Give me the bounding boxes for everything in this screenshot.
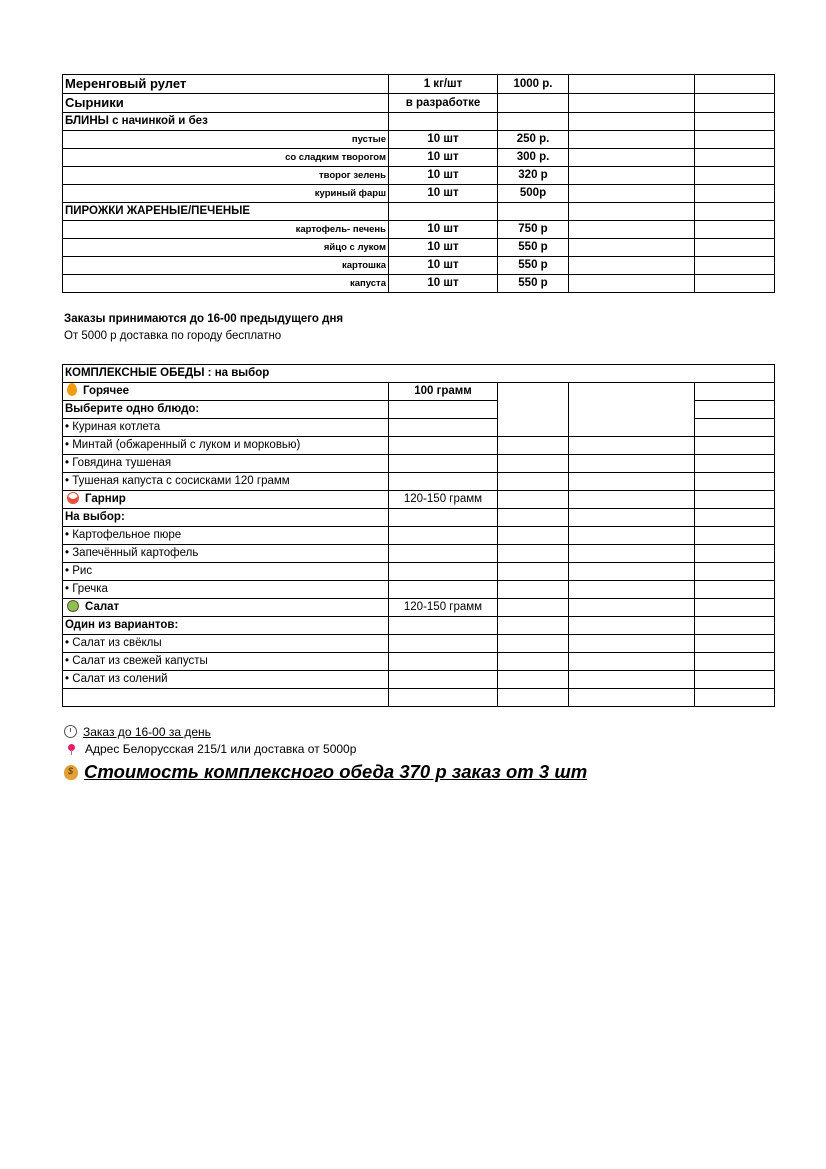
dish-option: • Рис bbox=[63, 563, 389, 581]
table-title: КОМПЛЕКСНЫЕ ОБЕДЫ : на выбор bbox=[63, 365, 775, 383]
category-weight: 120-150 грамм bbox=[389, 599, 498, 617]
delivery-note: От 5000 р доставка по городу бесплатно bbox=[64, 330, 282, 342]
money-bag-icon bbox=[64, 765, 78, 780]
order-time-line: Заказ до 16-00 за день bbox=[64, 725, 211, 739]
item-price: 500р bbox=[498, 185, 569, 203]
item-name: Сырники bbox=[63, 94, 389, 113]
category-weight: 100 грамм bbox=[389, 383, 498, 401]
item-qty: 10 шт bbox=[389, 167, 498, 185]
item-price: 550 р bbox=[498, 257, 569, 275]
item-name: куриный фарш bbox=[63, 185, 389, 203]
item-name: яйцо с луком bbox=[63, 239, 389, 257]
item-name: со сладким творогом bbox=[63, 149, 389, 167]
table-row bbox=[63, 94, 775, 113]
table-row bbox=[63, 75, 775, 94]
item-price: 1000 р. bbox=[498, 75, 569, 94]
item-qty: 10 шт bbox=[389, 149, 498, 167]
dish-option: • Салат из солений bbox=[63, 671, 389, 689]
table-row bbox=[63, 275, 775, 293]
table-row bbox=[63, 167, 775, 185]
list-item bbox=[63, 545, 775, 563]
choose-row bbox=[63, 509, 775, 527]
list-item bbox=[63, 671, 775, 689]
item-qty: в разработке bbox=[389, 94, 498, 113]
category-row bbox=[63, 491, 775, 509]
table-row bbox=[63, 185, 775, 203]
item-price: 550 р bbox=[498, 239, 569, 257]
dish-option: • Салат из свежей капусты bbox=[63, 653, 389, 671]
bowl-icon bbox=[67, 492, 79, 504]
section-title: БЛИНЫ с начинкой и без bbox=[63, 113, 389, 131]
section-title: ПИРОЖКИ ЖАРЕНЫЕ/ПЕЧЕНЫЕ bbox=[63, 203, 389, 221]
table-row bbox=[63, 239, 775, 257]
dish-option: • Куриная котлета bbox=[63, 419, 389, 437]
item-name: пустые bbox=[63, 131, 389, 149]
item-name: творог зелень bbox=[63, 167, 389, 185]
choose-label: Выберите одно блюдо: bbox=[63, 401, 389, 419]
table-row bbox=[63, 131, 775, 149]
table-row bbox=[63, 257, 775, 275]
item-price bbox=[498, 94, 569, 113]
category-garnish: Гарнир bbox=[63, 491, 389, 509]
section-row bbox=[63, 113, 775, 131]
lunch-cost-line: $Стоимость комплексного обеда 370 р заказ от 3 шт bbox=[64, 761, 587, 783]
choose-label: Один из вариантов: bbox=[63, 617, 389, 635]
dish-option: • Гречка bbox=[63, 581, 389, 599]
list-item bbox=[63, 653, 775, 671]
category-row bbox=[63, 383, 775, 401]
item-price: 250 р. bbox=[498, 131, 569, 149]
table-row bbox=[63, 221, 775, 239]
category-salad: Салат bbox=[63, 599, 389, 617]
section-row bbox=[63, 203, 775, 221]
salad-icon bbox=[67, 600, 79, 612]
dish-option: • Запечённый картофель bbox=[63, 545, 389, 563]
choose-label: На выбор: bbox=[63, 509, 389, 527]
item-price: 300 р. bbox=[498, 149, 569, 167]
table-row bbox=[63, 149, 775, 167]
pin-icon bbox=[68, 744, 75, 751]
item-name: картофель- печень bbox=[63, 221, 389, 239]
list-item bbox=[63, 563, 775, 581]
clock-icon bbox=[64, 725, 77, 738]
list-item bbox=[63, 581, 775, 599]
dish-option: • Говядина тушеная bbox=[63, 455, 389, 473]
address-line: Адрес Белорусская 215/1 или доставка от 5000р bbox=[64, 742, 356, 756]
lunch-table bbox=[62, 364, 775, 707]
item-name: картошка bbox=[63, 257, 389, 275]
table-title-row bbox=[63, 365, 775, 383]
price-table bbox=[62, 74, 775, 293]
list-item bbox=[63, 635, 775, 653]
item-qty: 10 шт bbox=[389, 185, 498, 203]
empty-row bbox=[63, 689, 775, 707]
dish-option: • Тушеная капуста с сосисками 120 грамм bbox=[63, 473, 389, 491]
choose-row bbox=[63, 617, 775, 635]
item-qty: 10 шт bbox=[389, 257, 498, 275]
item-qty: 10 шт bbox=[389, 221, 498, 239]
item-qty: 10 шт bbox=[389, 131, 498, 149]
category-weight: 120-150 грамм bbox=[389, 491, 498, 509]
item-name: капуста bbox=[63, 275, 389, 293]
list-item bbox=[63, 437, 775, 455]
list-item bbox=[63, 527, 775, 545]
item-price: 320 р bbox=[498, 167, 569, 185]
item-name: Меренговый рулет bbox=[63, 75, 389, 94]
item-qty: 10 шт bbox=[389, 239, 498, 257]
category-row bbox=[63, 599, 775, 617]
orders-note: Заказы принимаются до 16-00 предыдущего дня bbox=[64, 313, 344, 325]
dish-option: • Картофельное пюре bbox=[63, 527, 389, 545]
list-item bbox=[63, 455, 775, 473]
list-item bbox=[63, 473, 775, 491]
item-qty: 1 кг/шт bbox=[389, 75, 498, 94]
dish-option: • Салат из свёклы bbox=[63, 635, 389, 653]
category-hot: Горячее bbox=[63, 383, 389, 401]
item-price: 750 р bbox=[498, 221, 569, 239]
item-price: 550 р bbox=[498, 275, 569, 293]
item-qty: 10 шт bbox=[389, 275, 498, 293]
flame-icon bbox=[67, 383, 77, 396]
dish-option: • Минтай (обжаренный с луком и морковью) bbox=[63, 437, 389, 455]
